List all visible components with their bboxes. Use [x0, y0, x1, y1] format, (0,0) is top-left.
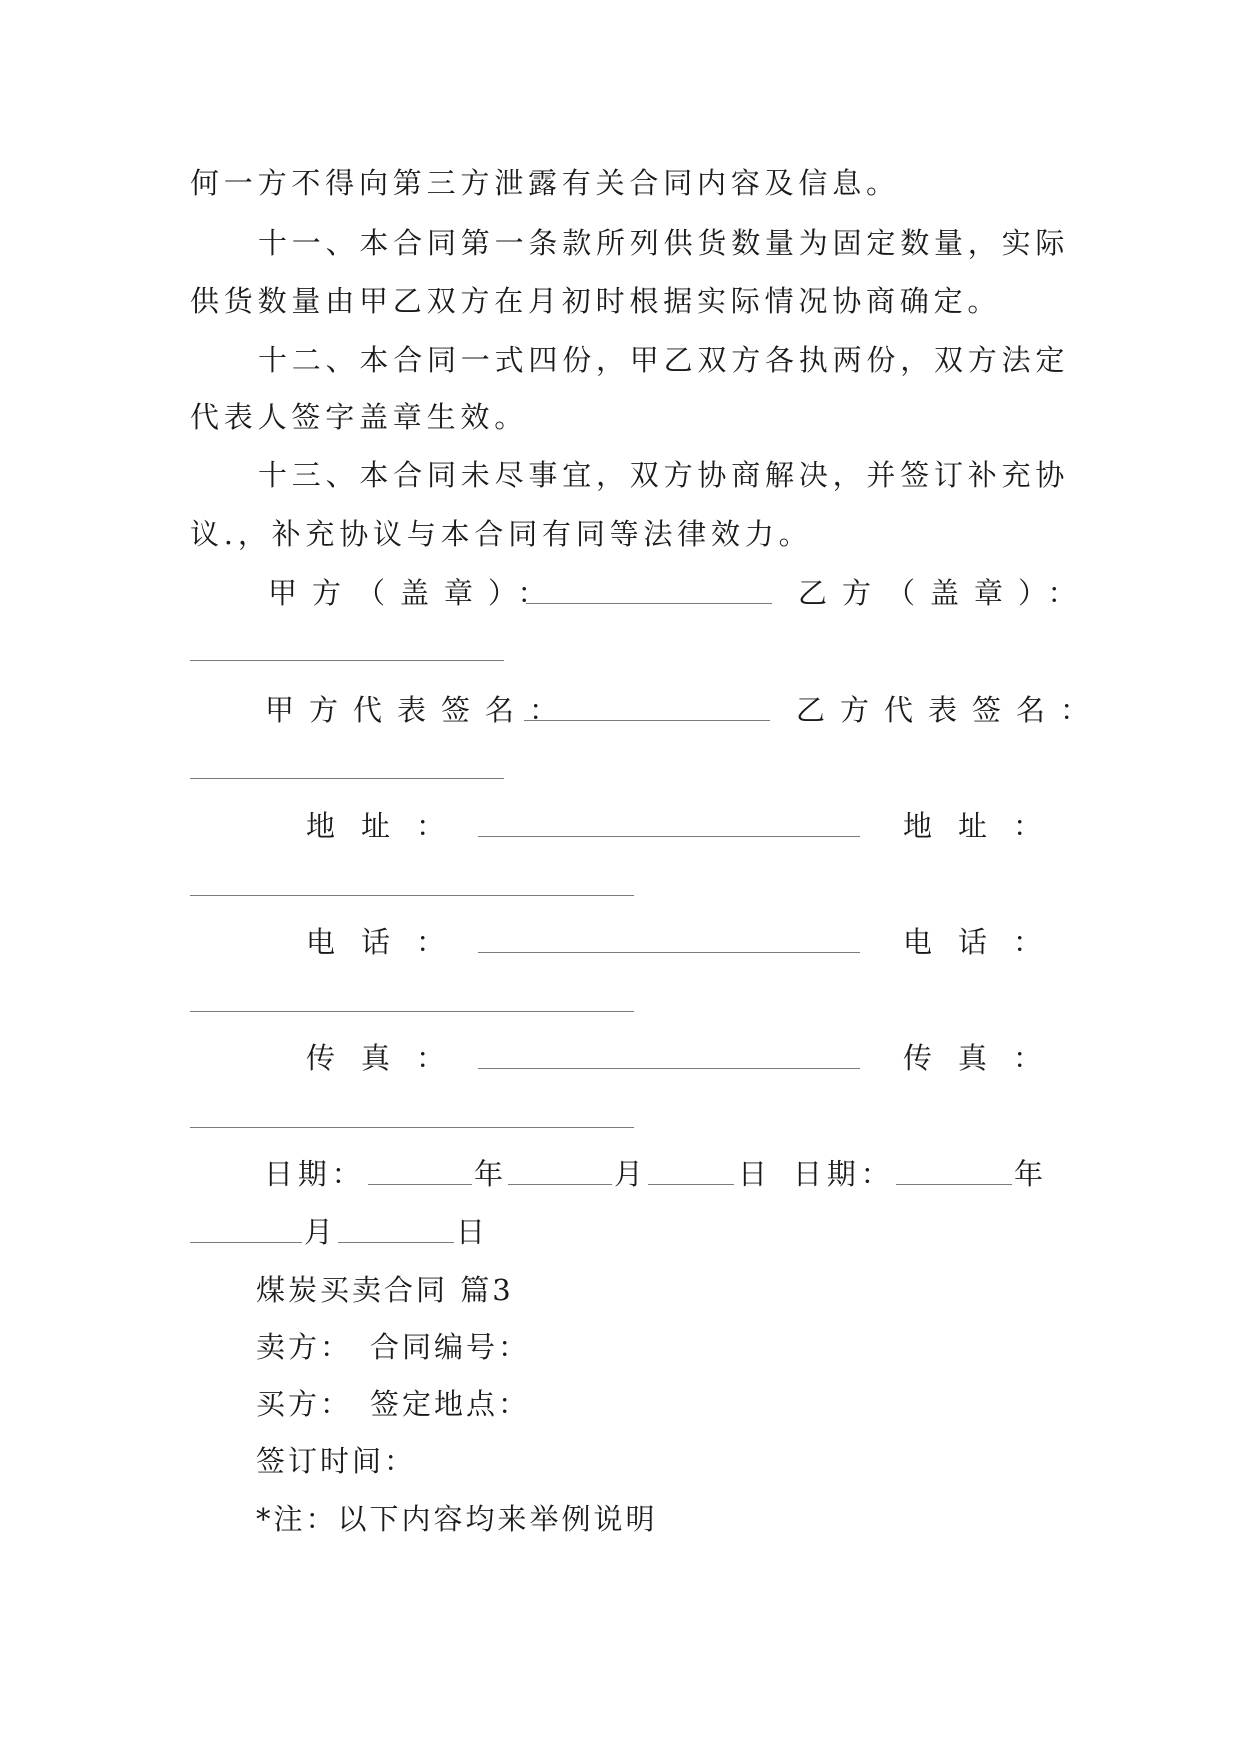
party-b-rep-label: 乙方代表签名： [796, 693, 1105, 727]
party-a-fax-blank[interactable] [478, 1068, 860, 1069]
party-a-phone-label: 电话： [306, 925, 472, 959]
party-b-phone-label: 电话： [903, 925, 1069, 959]
party-b-rep-blank[interactable] [190, 778, 504, 779]
party-b-date-label: 日期： [793, 1157, 895, 1191]
party-b-fax-blank[interactable] [190, 1127, 634, 1128]
clause-13-line-2: 议.，补充协议与本合同有同等法律效力。 [190, 517, 813, 551]
party-b-fax-label: 传真： [903, 1041, 1069, 1075]
party-b-address-label: 地址： [903, 809, 1069, 843]
party-a-year-label: 年 [474, 1157, 508, 1191]
clause-11-line-1: 十一、本合同第一条款所列供货数量为固定数量，实际 [258, 226, 1070, 260]
party-a-rep-blank[interactable] [524, 720, 770, 721]
party-b-seal-label: 乙方（盖章）： [798, 576, 1092, 610]
party-a-seal-blank[interactable] [526, 603, 772, 604]
party-b-phone-blank[interactable] [190, 1011, 634, 1012]
party-a-rep-label: 甲方代表签名： [265, 693, 574, 727]
party-b-day-blank[interactable] [338, 1242, 454, 1243]
clause-12-line-2: 代表人签字盖章生效。 [190, 400, 529, 434]
clause-13-line-1: 十三、本合同未尽事宜，双方协商解决，并签订补充协 [258, 458, 1070, 492]
party-a-month-blank[interactable] [508, 1184, 612, 1185]
party-b-year-blank[interactable] [896, 1184, 1012, 1185]
party-a-fax-label: 传真： [306, 1041, 472, 1075]
party-a-year-blank[interactable] [368, 1184, 472, 1185]
sign-time-label: 签订时间： [256, 1444, 417, 1478]
party-a-date-label: 日期： [264, 1157, 366, 1191]
party-a-month-label: 月 [614, 1157, 648, 1191]
party-a-day-label: 日 [738, 1157, 772, 1191]
party-a-address-blank[interactable] [478, 836, 860, 837]
party-b-address-blank[interactable] [190, 895, 634, 896]
party-b-seal-blank[interactable] [190, 660, 504, 661]
party-a-address-label: 地址： [306, 809, 472, 843]
clause-12-line-1: 十二、本合同一式四份，甲乙双方各执两份，双方法定 [258, 343, 1070, 377]
party-b-year-label: 年 [1014, 1157, 1048, 1191]
contract-number-label: 合同编号： [370, 1330, 531, 1364]
note-text: *注：以下内容均来举例说明 [256, 1502, 658, 1536]
clause-11-line-2: 供货数量由甲乙双方在月初时根据实际情况协商确定。 [190, 284, 1002, 318]
party-b-month-blank[interactable] [190, 1242, 302, 1243]
party-a-day-blank[interactable] [648, 1184, 734, 1185]
sign-place-label: 签定地点： [370, 1387, 531, 1421]
party-b-month-label: 月 [304, 1215, 338, 1249]
seller-label: 卖方： [256, 1330, 353, 1364]
party-a-phone-blank[interactable] [478, 952, 860, 953]
section-title: 煤炭买卖合同 篇3 [256, 1273, 514, 1307]
buyer-label: 买方： [256, 1387, 353, 1421]
paragraph-line: 何一方不得向第三方泄露有关合同内容及信息。 [190, 166, 900, 200]
party-a-seal-label: 甲方（盖章）： [268, 576, 562, 610]
party-b-day-label: 日 [456, 1215, 490, 1249]
